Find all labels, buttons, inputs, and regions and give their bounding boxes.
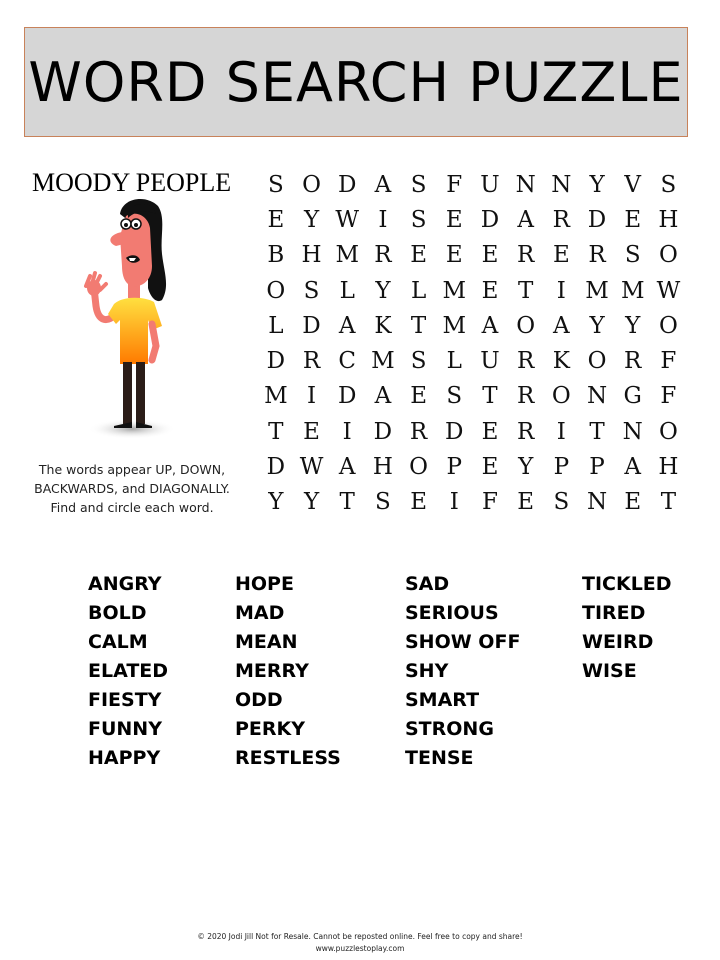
theme-title: MOODY PEOPLE (32, 168, 232, 197)
copyright-notice: © 2020 Jodi Jill Not for Resale. Cannot be reposted online. Feel free to copy and share! (197, 932, 523, 941)
word-list-item: FIESTY (88, 689, 162, 711)
grid-letter: C (338, 348, 357, 375)
grid-letter: P (553, 454, 570, 481)
instruction-line: BACKWARDS, and DIAGONALLY. (34, 481, 230, 496)
word-list-column-1 (88, 570, 168, 773)
grid-letter: I (306, 383, 317, 410)
grid-letter: S (267, 171, 284, 198)
grid-letter: K (552, 348, 570, 375)
grid-letter: M (264, 383, 288, 410)
word-list-column-4 (582, 570, 672, 686)
grid-letter: E (267, 206, 285, 233)
grid-letter: T (339, 489, 355, 516)
grid-letter: K (374, 312, 392, 339)
word-list-item: MEAN (235, 631, 298, 653)
word-list-item: STRONG (405, 718, 494, 740)
grid-letter: T (268, 418, 284, 445)
letter-grid (258, 167, 686, 520)
word-list-item: SHY (405, 660, 449, 682)
grid-letter: A (481, 312, 499, 339)
grid-letter: R (409, 418, 428, 445)
grid-letter: I (342, 418, 352, 445)
grid-letter: I (449, 489, 459, 516)
grid-letter: E (410, 242, 427, 269)
grid-letter: T (660, 489, 677, 516)
grid-letter: D (445, 418, 464, 445)
grid-letter: R (552, 206, 570, 233)
grid-letter: A (338, 454, 356, 481)
grid-letter: N (551, 171, 572, 198)
word-list-item: FUNNY (88, 718, 162, 740)
grid-letter: Y (589, 171, 605, 198)
grid-letter: A (517, 206, 534, 233)
grid-letter: W (335, 206, 360, 233)
grid-letter: S (375, 489, 391, 516)
grid-letter: D (373, 418, 393, 445)
grid-letter: T (517, 277, 534, 304)
grid-letter: E (410, 489, 427, 516)
grid-letter: E (445, 242, 463, 269)
word-list-item: PERKY (235, 718, 306, 740)
grid-letter: L (339, 277, 355, 304)
grid-letter: W (656, 277, 681, 304)
footer (0, 931, 720, 955)
grid-letter: R (516, 383, 535, 410)
grid-letter: L (446, 348, 462, 375)
grid-letter: M (371, 348, 395, 375)
website-link: www.puzzlestoplay.com (315, 944, 405, 953)
grid-letter: O (658, 418, 678, 445)
grid-letter: R (516, 348, 535, 375)
moody-person-illustration (76, 196, 186, 446)
grid-letter: H (372, 454, 393, 481)
grid-letter: S (303, 277, 320, 304)
word-list-item: WEIRD (582, 631, 654, 653)
grid-letter: E (624, 489, 642, 516)
grid-letter: A (374, 171, 392, 198)
grid-letter: P (589, 454, 605, 481)
grid-letter: I (556, 277, 566, 304)
grid-letter: H (301, 242, 322, 269)
word-list-column-2 (235, 570, 341, 773)
grid-letter: Y (303, 489, 320, 516)
grid-letter: A (338, 312, 356, 339)
grid-letter: D (266, 454, 286, 481)
grid-letter: N (515, 171, 536, 198)
grid-letter: A (374, 383, 392, 410)
grid-letter: L (268, 312, 284, 339)
grid-letter: Y (303, 206, 320, 233)
word-list-column-3 (405, 570, 520, 773)
word-list-item: MERRY (235, 660, 309, 682)
word-list-item: TENSE (405, 747, 474, 769)
grid-letter: M (442, 312, 467, 339)
grid-letter: Y (625, 312, 641, 339)
grid-letter: T (410, 312, 427, 339)
grid-letter: M (442, 277, 467, 304)
word-list-item: ELATED (88, 660, 169, 682)
grid-letter: E (624, 206, 642, 233)
grid-letter: O (409, 454, 429, 481)
grid-letter: O (658, 312, 678, 339)
instruction-line: The words appear UP, DOWN, (38, 462, 226, 477)
grid-letter: Y (589, 312, 605, 339)
grid-letter: E (552, 242, 570, 269)
grid-letter: A (553, 312, 570, 339)
grid-letter: T (589, 418, 605, 445)
grid-letter: O (302, 171, 321, 198)
grid-letter: D (337, 171, 357, 198)
grid-letter: S (660, 171, 677, 198)
grid-letter: F (660, 348, 677, 375)
word-list-item: TICKLED (582, 573, 672, 595)
grid-letter: N (586, 383, 608, 410)
grid-letter: Y (518, 454, 534, 481)
grid-letter: O (658, 242, 678, 269)
grid-letter: H (658, 454, 679, 481)
grid-letter: N (586, 489, 608, 516)
grid-letter: O (516, 312, 536, 339)
grid-letter: R (624, 348, 642, 375)
grid-letter: G (623, 383, 642, 410)
grid-letter: S (446, 383, 463, 410)
grid-letter: T (482, 383, 498, 410)
grid-letter: R (302, 348, 321, 375)
grid-letter: W (299, 454, 324, 481)
grid-letter: S (410, 171, 427, 198)
grid-letter: R (588, 242, 606, 269)
grid-letter: R (374, 242, 392, 269)
grid-letter: F (481, 489, 498, 516)
grid-letter: F (446, 171, 463, 198)
word-list-item: SMART (405, 689, 480, 711)
word-list-item: BOLD (88, 602, 147, 624)
grid-letter: O (587, 348, 607, 375)
grid-letter: E (445, 206, 463, 233)
grid-letter: S (410, 348, 427, 375)
grid-letter: D (587, 206, 607, 233)
grid-letter: O (551, 383, 571, 410)
grid-letter: S (410, 206, 427, 233)
grid-letter: P (446, 454, 463, 481)
grid-letter: D (266, 348, 286, 375)
grid-letter: S (553, 489, 570, 516)
grid-letter: I (378, 206, 388, 233)
grid-letter: N (622, 418, 643, 445)
grid-letter: M (620, 277, 645, 304)
word-list-item: SHOW OFF (405, 631, 521, 653)
grid-letter: Y (375, 277, 391, 304)
grid-letter: E (481, 454, 499, 481)
grid-letter: B (267, 242, 285, 269)
word-list-item: WISE (582, 660, 637, 682)
grid-letter: M (585, 277, 609, 304)
grid-letter: I (556, 418, 566, 445)
grid-letter: H (658, 206, 679, 233)
word-list-item: HAPPY (88, 747, 161, 769)
word-list-item: HOPE (235, 573, 294, 595)
grid-letter: Y (268, 489, 284, 516)
word-list-item: SERIOUS (405, 602, 499, 624)
grid-letter: F (660, 383, 677, 410)
grid-letter: D (480, 206, 500, 233)
grid-letter: A (624, 454, 642, 481)
grid-letter: D (302, 312, 321, 339)
instructions (18, 460, 246, 517)
grid-letter: R (516, 242, 535, 269)
word-list-item: ANGRY (88, 573, 162, 595)
word-list-item: TIRED (582, 602, 646, 624)
grid-letter: E (481, 418, 499, 445)
grid-letter: E (481, 242, 499, 269)
grid-letter: S (624, 242, 641, 269)
grid-letter: U (480, 348, 500, 375)
grid-letter: O (266, 277, 286, 304)
instruction-line: Find and circle each word. (50, 500, 214, 515)
grid-letter: E (517, 489, 535, 516)
grid-letter: E (481, 277, 499, 304)
word-list-item: MAD (235, 602, 285, 624)
word-list-item: CALM (88, 631, 148, 653)
grid-letter: E (303, 418, 320, 445)
word-list-item: ODD (235, 689, 283, 711)
grid-letter: V (624, 171, 642, 198)
grid-letter: R (516, 418, 535, 445)
page-title: WORD SEARCH PUZZLE (28, 50, 684, 114)
grid-letter: U (480, 171, 500, 198)
word-list-item: RESTLESS (235, 747, 341, 769)
word-list-item: SAD (405, 573, 450, 595)
grid-letter: E (410, 383, 427, 410)
grid-letter: M (335, 242, 359, 269)
title-banner (24, 27, 688, 137)
grid-letter: D (337, 383, 357, 410)
grid-letter: L (410, 277, 427, 304)
